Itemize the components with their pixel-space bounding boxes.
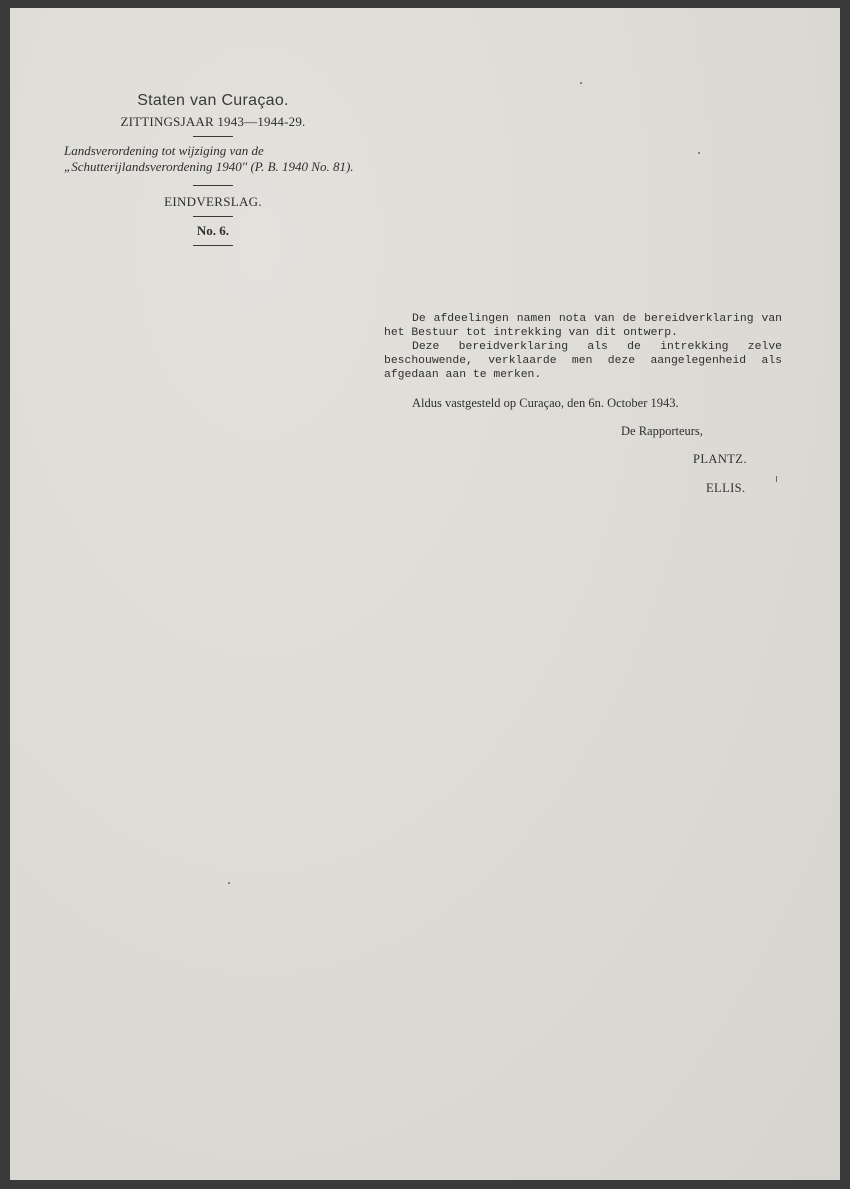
session-year: ZITTINGSJAAR 1943—1944-29. <box>120 114 306 129</box>
paper-speck <box>580 82 582 84</box>
signatory-name: PLANTZ. <box>693 452 747 466</box>
report-type: EINDVERSLAG. <box>164 194 262 209</box>
document-subject: Landsverordening tot wijziging van de „Schutterijlandsverordening 1940" (P. B. 1940 No. 81). <box>64 143 354 174</box>
divider <box>193 245 233 246</box>
divider <box>193 136 233 137</box>
divider <box>193 216 233 217</box>
document-header <box>58 92 368 252</box>
document-page <box>10 8 840 1180</box>
divider <box>193 185 233 186</box>
established-line: Aldus vastgesteld op Curaçao, den 6n. October 1943. <box>412 396 679 410</box>
paper-speck <box>228 882 230 884</box>
institution-name: Staten van Curaçao. <box>137 92 289 109</box>
report-number: No. 6. <box>196 223 230 238</box>
body-paragraph: De afdeelingen namen nota van de bereidverklaring van het Bestuur tot intrekking van dit ontwerp. <box>384 313 782 339</box>
body-paragraph: Deze bereidverklaring als de intrekking zelve beschouwende, verklaarde men deze aangelegenheid als afgedaan aan te merken. <box>384 341 782 381</box>
paper-speck <box>698 152 700 154</box>
paper-speck <box>776 476 777 482</box>
signatory-name: ELLIS. <box>706 481 746 495</box>
report-body <box>384 312 782 382</box>
rapporteurs-label: De Rapporteurs, <box>621 424 703 438</box>
